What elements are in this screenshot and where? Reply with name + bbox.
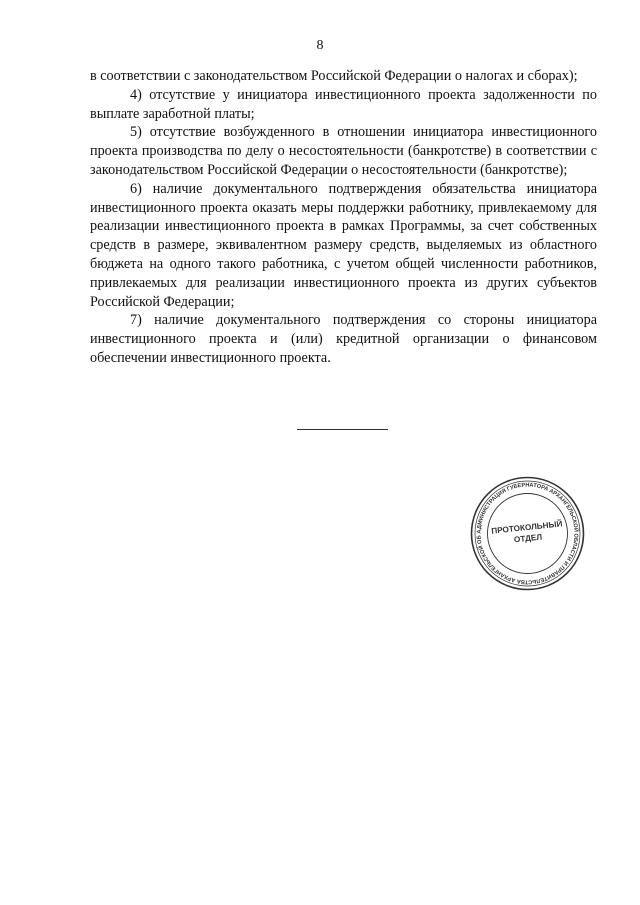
paragraph-item-7: 7) наличие документального подтверждения со стороны инициатора инвестиционного проекта и (или) кредитной организации о финансовом обеспечении инвестиционного проекта. — [90, 312, 597, 366]
stamp-center-line1: ПРОТОКОЛЬНЫЙ — [490, 519, 563, 536]
paragraph-continuation: в соответствии с законодательством Российской Федерации о налогах и сборах); — [90, 68, 578, 84]
end-divider — [297, 429, 388, 430]
paragraph-item-6: 6) наличие документального подтверждения обязательства инициатора инвестиционного проекта оказать меры поддержки работнику, привлекаемому для реализации инвестиционного проекта в рамках Программы, за счет собственных средств в размере, эквивалентном размеру средств, выделяемых из областного бюджета на одного такого работника, с учетом общей численности работников, привлекаемых для реализации инвестиционного проекта из других субъектов Российской Федерации; — [90, 180, 597, 310]
stamp-ring-text: АДМИНИСТРАЦИЯ ГУБЕРНАТОРА АРХАНГЕЛЬСКОЙ ОБЛАСТИ И ПРАВИТЕЛЬСТВА АРХАНГЕЛЬСКОЙ ОБ — [476, 482, 579, 585]
paragraph-item-4: 4) отсутствие у инициатора инвестиционного проекта задолженности по выплате заработной платы; — [90, 86, 597, 122]
stamp-seal-icon — [469, 475, 586, 592]
page-number: 8 — [316, 38, 324, 53]
official-stamp — [469, 475, 586, 592]
document-body — [90, 67, 597, 368]
stamp-center-line2: ОТДЕЛ — [513, 532, 543, 545]
paragraph-item-5: 5) отсутствие возбужденного в отношении инициатора инвестиционного проекта производства по делу о несостоятельности (банкротстве) в соответствии с законодательством Российской Федерации о несостоятельности (банкротстве); — [90, 124, 597, 178]
